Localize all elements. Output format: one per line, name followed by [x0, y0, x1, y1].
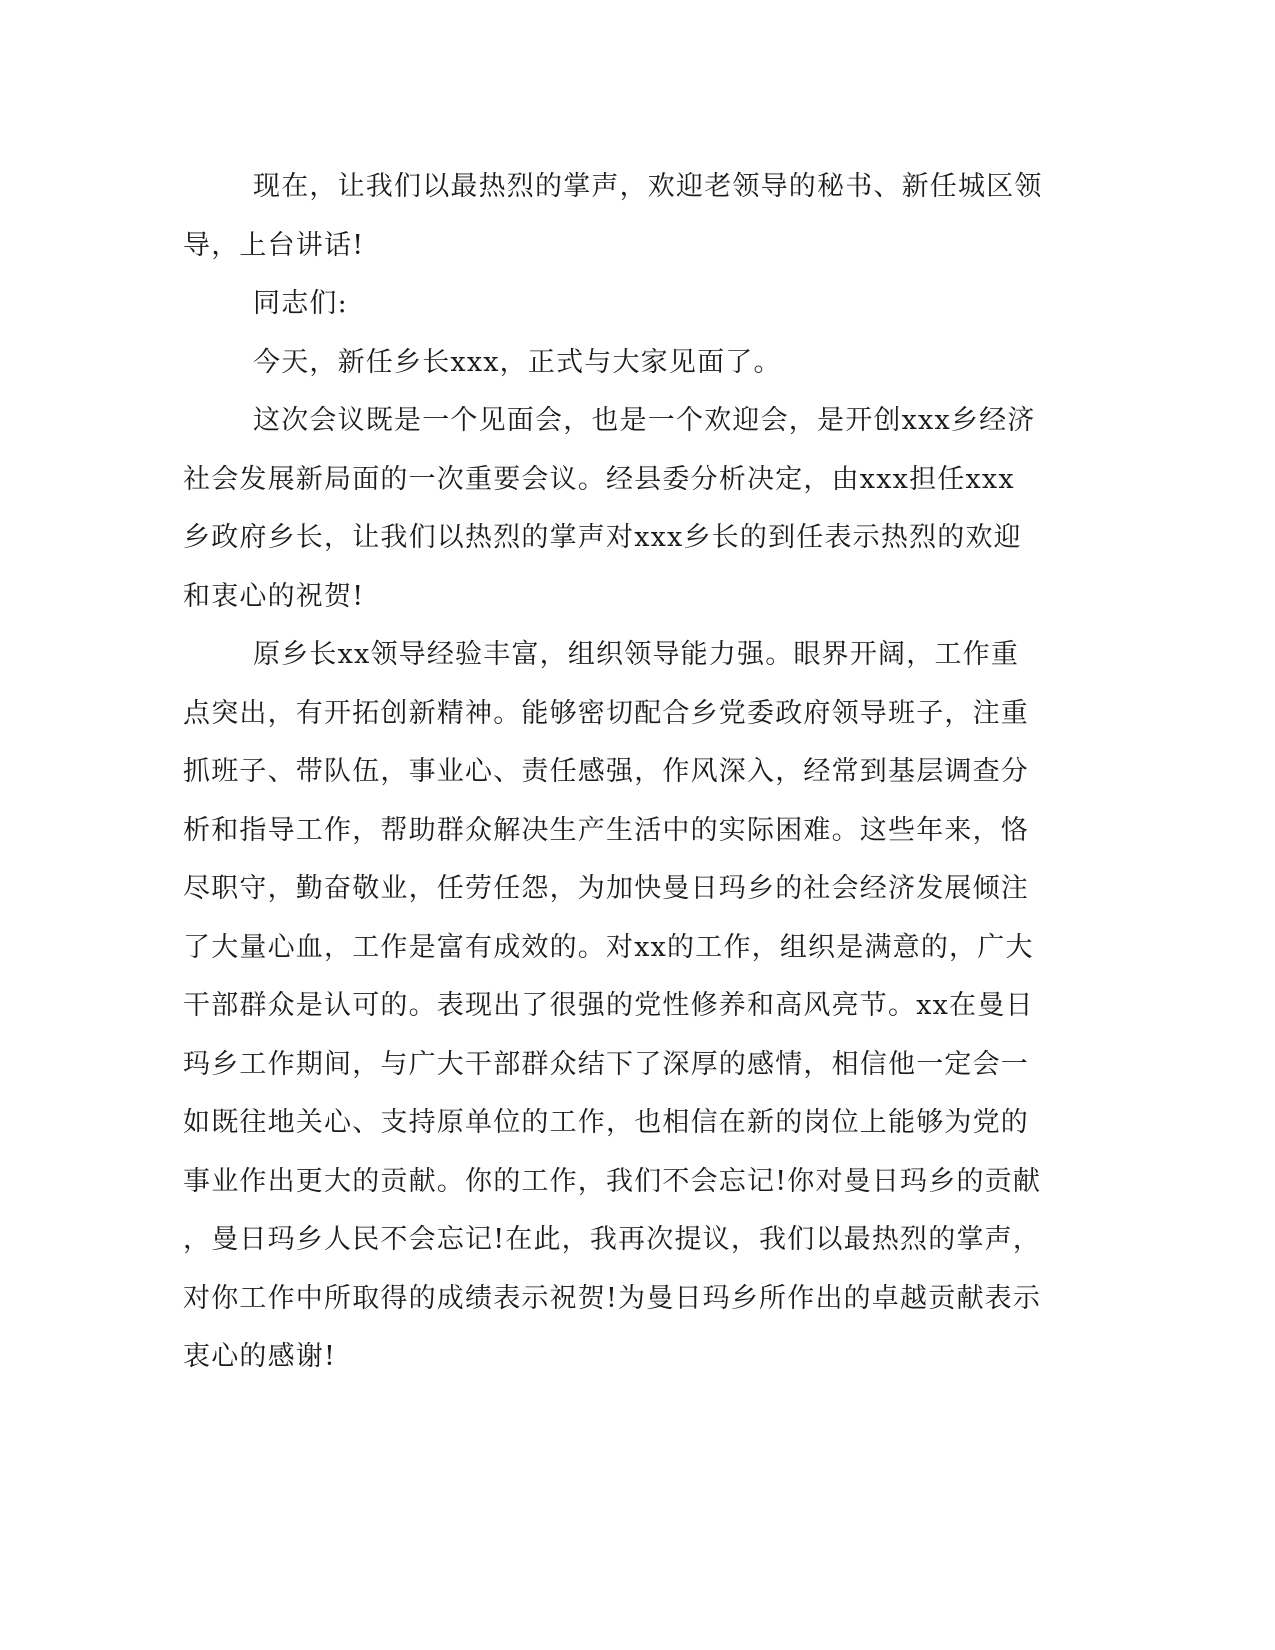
- text-line: 干部群众是认可的。表现出了很强的党性修养和高风亮节。xx在曼日: [183, 990, 1034, 1021]
- text-line: 衷心的感谢!: [183, 1341, 337, 1372]
- text-line: 析和指导工作，帮助群众解决生产生活中的实际困难。这些年来，恪: [183, 814, 1029, 846]
- text-line: 原乡长xx领导经验丰富，组织领导能力强。眼界开阔，工作重: [253, 639, 1020, 670]
- text-line: 对你工作中所取得的成绩表示祝贺!为曼日玛乡所作出的卓越贡献表示: [183, 1282, 1042, 1314]
- document-body: [183, 158, 1043, 1387]
- text-line: 了大量心血，工作是富有成效的。对xx的工作，组织是满意的，广大: [183, 931, 1034, 963]
- text-line: ，曼日玛乡人民不会忘记!在此，我再次提议，我们以最热烈的掌声，: [183, 1224, 1042, 1255]
- text-line: 事业作出更大的贡献。你的工作，我们不会忘记!你对曼日玛乡的贡献: [183, 1165, 1042, 1197]
- text-line: 这次会议既是一个见面会，也是一个欢迎会，是开创xxx乡经济: [253, 405, 1036, 436]
- text-line: 点突出，有开拓创新精神。能够密切配合乡党委政府领导班子，注重: [183, 697, 1029, 729]
- text-line: 如既往地关心、支持原单位的工作，也相信在新的岗位上能够为党的: [183, 1107, 1029, 1138]
- text-line: 和衷心的祝贺!: [183, 580, 365, 612]
- text-line: 乡政府乡长，让我们以热烈的掌声对xxx乡长的到任表示热烈的欢迎: [183, 522, 1022, 553]
- text-line: 抓班子、带队伍，事业心、责任感强，作风深入，经常到基层调查分: [183, 756, 1029, 787]
- text-line: 尽职守，勤奋敬业，任劳任怨，为加快曼日玛乡的社会经济发展倾注: [183, 873, 1029, 904]
- text-line: 今天，新任乡长xxx，正式与大家见面了。: [253, 346, 782, 378]
- text-line: 社会发展新局面的一次重要会议。经县委分析决定，由xxx担任xxx: [183, 463, 1015, 495]
- text-line: 现在，让我们以最热烈的掌声，欢迎老领导的秘书、新任城区领: [253, 171, 1043, 202]
- text-line: 玛乡工作期间，与广大干部群众结下了深厚的感情，相信他一定会一: [183, 1048, 1029, 1080]
- text-line: 导，上台讲话!: [183, 229, 365, 261]
- text-line: 同志们:: [253, 288, 348, 319]
